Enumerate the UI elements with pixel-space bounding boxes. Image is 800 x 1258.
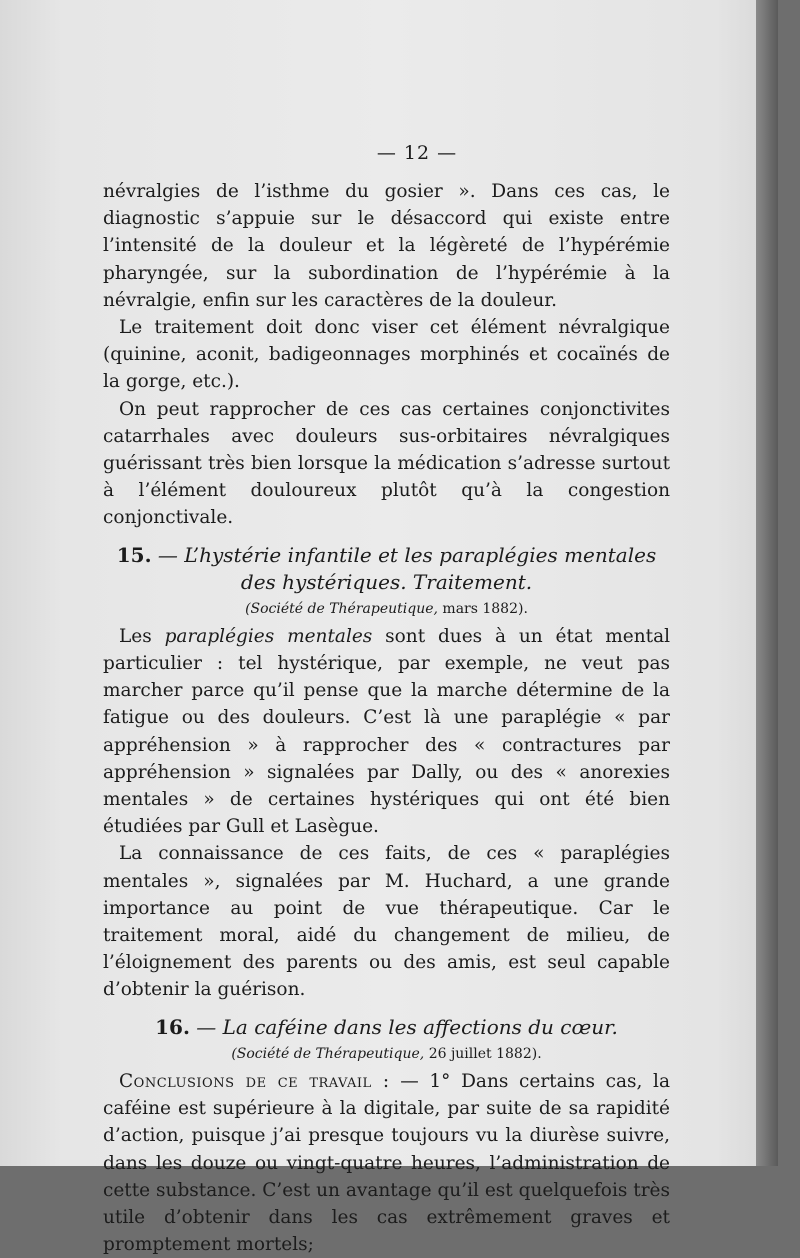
section-16-title: — La caféine dans les affections du cœur. [196,1014,618,1039]
section-15-number: 15. [116,542,152,567]
section-15-paragraph-2: La connaissance de ces faits, de ces « paraplégies mentales », signalées par M. Huchard, a une grande importance au point de vue thérapeutique. Car le traitement moral, aidé du changement de milieu, de l’éloignement des parents ou des amis, est seul capable d’obtenir la guérison. [103,843,670,1001]
section-15-p1-start: Les [119,625,165,647]
intro-paragraph-2: Le traitement doit donc viser cet élément névralgique (quinine, aconit, badigeonnages morphinés et cocaïnés de la gorge, etc.). [103,317,670,393]
conclusions-label: Conclusions de ce travail : [119,1070,390,1092]
conclusions-text: — 1° Dans certains cas, la caféine est supérieure à la digitale, par suite de sa rapidité d’action, puisque j’ai presque toujours vu la diurèse suivre, dans les douze ou vingt-quatre heures, l’administration de cette substance. C’est un avantage qu’il est quelquefois très utile d’obtenir dans les cas extrêmement graves et promptement mortels; [103,1070,670,1256]
section-16-number: 16. [155,1014,190,1039]
section-15-p1-rest: sont dues à un état mental particulier : tel hystérique, par exemple, ne veut pas marcher parce qu’il pense que la marche détermine de la fatigue ou des douleurs. C’est là une paraplégie « par appréhension » à rapprocher des « contractures par appréhension » signalées par Dally, ou des « anorexies mentales » de certaines hystériques qui ont été bien étudiées par Gull et Lasègue. [103,625,671,838]
section-15-source-society: (Société de Thérapeutique, [245,600,438,617]
page-edge-shadow [756,0,778,1166]
section-16-source [103,1041,670,1068]
section-16-source-society: (Société de Thérapeutique, [231,1045,425,1062]
page-body [103,178,670,1258]
section-15-p1-term: paraplégies mentales [164,625,373,647]
section-16-heading [103,1014,670,1041]
intro-paragraph-1: névralgies de l’isthme du gosier ». Dans ces cas, le diagnostic s’appuie sur le désaccord qui existe entre l’intensité de la douleur et la légèreté de l’hypérémie pharyngée, sur la subordination de l’hypérémie à la névralgie, enfin sur les caractères de la douleur. [103,181,670,311]
page-number: — 12 — [376,142,458,164]
section-15-title: — L’hystérie infantile et les paraplégies mentales des hystériques. Traitement. [157,542,657,594]
section-15-paragraph-1 [103,623,670,841]
section-15-heading [103,542,670,596]
intro-paragraph-3: On peut rapprocher de ces cas certaines conjonctivites catarrhales avec douleurs sus-orbitaires névralgiques guérissant très bien lorsque la médication s’adresse surtout à l’élément douloureux plutôt qu’à la congestion conjonctivale. [103,398,670,529]
section-15-source [103,596,670,623]
section-16-paragraph-1 [103,1068,670,1258]
section-16-source-date: 26 juillet 1882). [428,1045,542,1062]
section-15-source-date: mars 1882). [442,600,528,617]
